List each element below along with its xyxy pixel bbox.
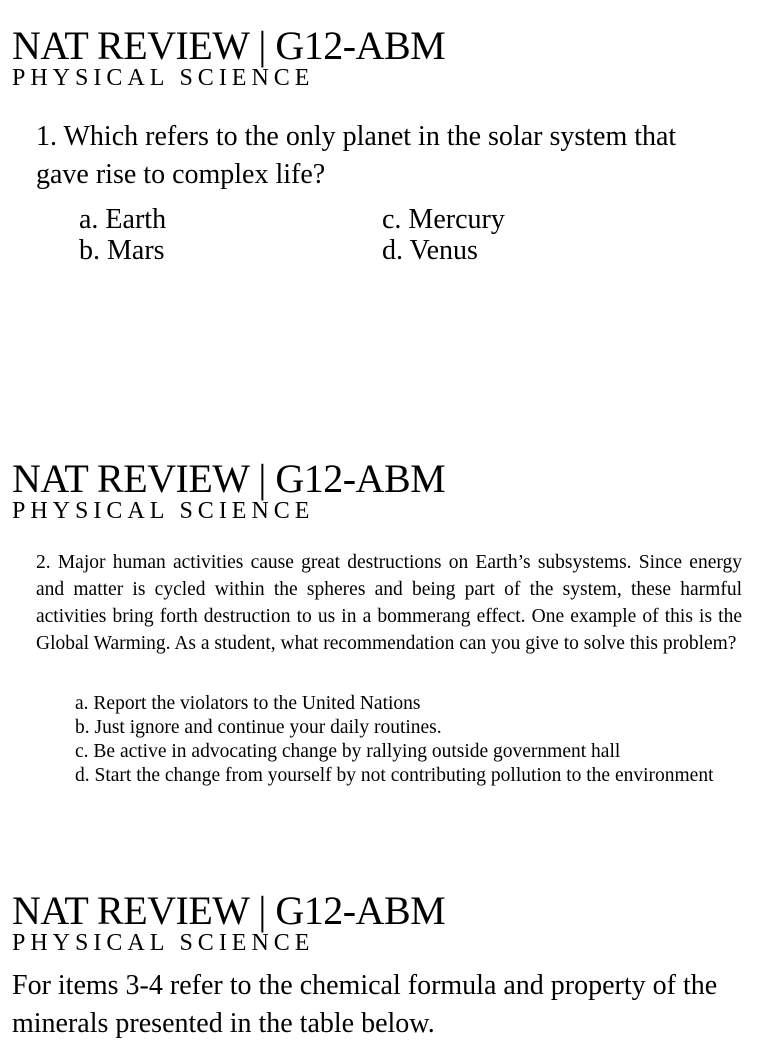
question-text: 1. Which refers to the only planet in the solar system that gave rise to complex life?	[36, 121, 677, 190]
choice-a: a. Earth	[79, 204, 167, 235]
slide-subtitle: PHYSICAL SCIENCE	[12, 498, 315, 524]
choice-b: b. Just ignore and continue your daily routines.	[75, 717, 442, 738]
choice-d: d. Venus	[382, 235, 478, 266]
choice-d: d. Start the change from yourself by not contributing pollution to the environment	[75, 765, 714, 786]
choice-b: b. Mars	[79, 235, 165, 266]
choice-a: a. Report the violators to the United Nations	[75, 693, 421, 714]
choice-c: c. Mercury	[382, 204, 505, 235]
slide-title: NAT REVIEW | G12-ABM	[12, 888, 446, 933]
question-text: 2. Major human activities cause great destructions on Earth’s subsystems. Since energy and matter is cycled within the spheres and being part of the system, these harmful activities bring forth destruction to us in a bommerang effect. One example of this is the Global Warming. As a student, what recommendation can you give to solve this problem?	[36, 552, 742, 654]
slide-title: NAT REVIEW | G12-ABM	[12, 456, 446, 501]
slide-title: NAT REVIEW | G12-ABM	[12, 23, 446, 68]
choice-c: c. Be active in advocating change by rallying outside government hall	[75, 741, 621, 762]
instruction-text: For items 3-4 refer to the chemical formula and property of the minerals presented in the table below.	[12, 970, 718, 1039]
slide-subtitle: PHYSICAL SCIENCE	[12, 65, 315, 91]
slide-subtitle: PHYSICAL SCIENCE	[12, 930, 315, 956]
